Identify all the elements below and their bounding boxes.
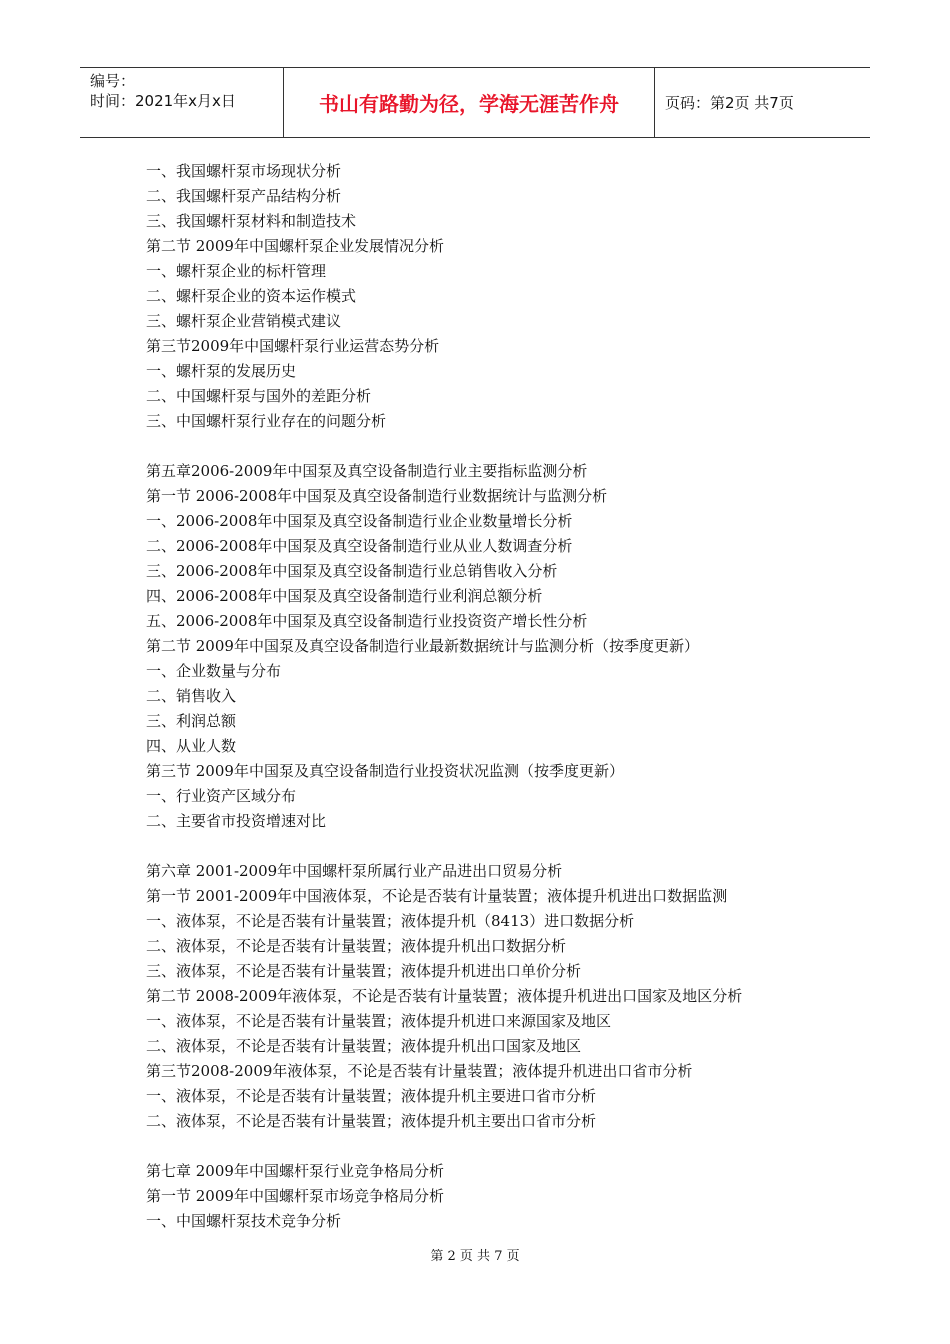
- toc-line: 一、液体泵，不论是否装有计量装置；液体提升机主要进口省市分析: [146, 1087, 597, 1105]
- toc-line: 二、我国螺杆泵产品结构分析: [146, 187, 342, 205]
- toc-line: 四、从业人数: [146, 737, 237, 755]
- toc-line: 一、螺杆泵的发展历史: [146, 362, 297, 380]
- toc-line: 第二节 2008-2009年液体泵，不论是否装有计量装置；液体提升机进出口国家及地区分析: [146, 987, 743, 1005]
- toc-line: 一、行业资产区域分布: [146, 787, 297, 805]
- toc-line: 一、中国螺杆泵技术竞争分析: [146, 1212, 342, 1230]
- toc-line: 二、液体泵，不论是否装有计量装置；液体提升机出口国家及地区: [146, 1037, 582, 1055]
- toc-line: 第一节 2001-2009年中国液体泵，不论是否装有计量装置；液体提升机进出口数据监测: [146, 887, 728, 905]
- toc-line: 第三节2009年中国螺杆泵行业运营态势分析: [146, 337, 440, 355]
- toc-line: 二、销售收入: [146, 687, 237, 705]
- toc-line: 二、主要省市投资增速对比: [146, 812, 327, 830]
- section-gap: [146, 1134, 846, 1159]
- page-header: [80, 67, 870, 138]
- toc-line: 三、螺杆泵企业营销模式建议: [146, 312, 342, 330]
- section-gap: [146, 834, 846, 859]
- toc-line: 三、液体泵，不论是否装有计量装置；液体提升机进出口单价分析: [146, 962, 582, 980]
- toc-line: 第二节 2009年中国泵及真空设备制造行业最新数据统计与监测分析（按季度更新）: [146, 637, 699, 655]
- toc-line: 二、液体泵，不论是否装有计量装置；液体提升机出口数据分析: [146, 937, 567, 955]
- toc-line: 二、螺杆泵企业的资本运作模式: [146, 287, 357, 305]
- header-page-info: 页码：第2页 共7页: [665, 94, 794, 112]
- toc-line: 一、企业数量与分布: [146, 662, 282, 680]
- toc-line: 一、我国螺杆泵市场现状分析: [146, 162, 342, 180]
- toc-line: 三、中国螺杆泵行业存在的问题分析: [146, 412, 387, 430]
- toc-line: 第六章 2001-2009年中国螺杆泵所属行业产品进出口贸易分析: [146, 862, 563, 880]
- toc-line: 三、2006-2008年中国泵及真空设备制造行业总销售收入分析: [146, 562, 558, 580]
- toc-line: 第七章 2009年中国螺杆泵行业竞争格局分析: [146, 1162, 444, 1180]
- toc-line: 三、我国螺杆泵材料和制造技术: [146, 212, 357, 230]
- toc-line: 一、液体泵，不论是否装有计量装置；液体提升机进口来源国家及地区: [146, 1012, 612, 1030]
- toc-line: 第一节 2006-2008年中国泵及真空设备制造行业数据统计与监测分析: [146, 487, 608, 505]
- toc-line: 第一节 2009年中国螺杆泵市场竞争格局分析: [146, 1187, 444, 1205]
- toc-line: 二、中国螺杆泵与国外的差距分析: [146, 387, 372, 405]
- toc-line: 一、2006-2008年中国泵及真空设备制造行业企业数量增长分析: [146, 512, 573, 530]
- toc-line: 五、2006-2008年中国泵及真空设备制造行业投资资产增长性分析: [146, 612, 588, 630]
- toc-line: 一、液体泵，不论是否装有计量装置；液体提升机（8413）进口数据分析: [146, 912, 635, 930]
- toc-line: 四、2006-2008年中国泵及真空设备制造行业利润总额分析: [146, 587, 543, 605]
- toc-line: 第三节2008-2009年液体泵，不论是否装有计量装置；液体提升机进出口省市分析: [146, 1062, 693, 1080]
- toc-line: 三、利润总额: [146, 712, 237, 730]
- toc-line: 第二节 2009年中国螺杆泵企业发展情况分析: [146, 237, 444, 255]
- serial-label: 编号：: [90, 72, 136, 90]
- toc-line: 一、螺杆泵企业的标杆管理: [146, 262, 327, 280]
- header-left-cell: [80, 68, 283, 137]
- toc-line: 二、液体泵，不论是否装有计量装置；液体提升机主要出口省市分析: [146, 1112, 597, 1130]
- table-of-contents: [146, 159, 846, 1234]
- page-footer: 第 2 页 共 7 页: [430, 1249, 520, 1264]
- toc-line: 二、2006-2008年中国泵及真空设备制造行业从业人数调查分析: [146, 537, 573, 555]
- toc-line: 第三节 2009年中国泵及真空设备制造行业投资状况监测（按季度更新）: [146, 762, 624, 780]
- section-gap: [146, 434, 846, 459]
- toc-line: 第五章2006-2009年中国泵及真空设备制造行业主要指标监测分析: [146, 462, 588, 480]
- time-label: 时间：2021年x月x日: [90, 92, 236, 110]
- header-motto: 书山有路勤为径，学海无涯苦作舟: [283, 68, 655, 137]
